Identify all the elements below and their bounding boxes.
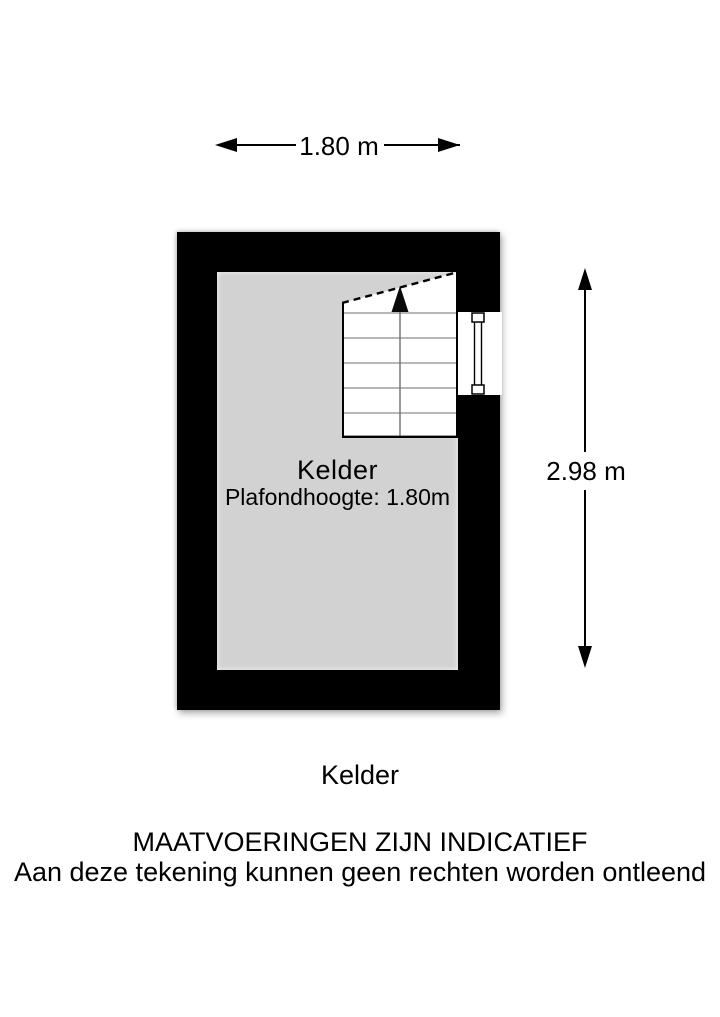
disclaimer-line-1: MAATVOERINGEN ZIJN INDICATIEF	[132, 827, 588, 857]
room-name-label: Kelder	[296, 455, 379, 485]
width-dimension-label: 1.80 m	[299, 131, 379, 161]
height-dimension-line-bottom	[584, 490, 586, 656]
staircase	[342, 272, 458, 438]
ceiling-height-label: Plafondhoogte: 1.80m	[224, 484, 451, 510]
height-dimension-label: 2.98 m	[546, 456, 626, 486]
disclaimer-line-2: Aan deze tekening kunnen geen rechten worden ontleend	[13, 857, 707, 887]
dimension-arrow-down-icon	[578, 646, 592, 668]
dimension-arrow-left-icon	[215, 138, 237, 152]
dimension-arrow-up-icon	[578, 268, 592, 290]
floor-name-label: Kelder	[320, 760, 400, 790]
window-frame-top	[472, 313, 484, 322]
height-dimension-line-top	[584, 280, 586, 452]
dimension-arrow-right-icon	[438, 138, 460, 152]
window-opening	[458, 312, 502, 395]
window	[455, 308, 503, 400]
window-frame-bottom	[472, 385, 484, 394]
